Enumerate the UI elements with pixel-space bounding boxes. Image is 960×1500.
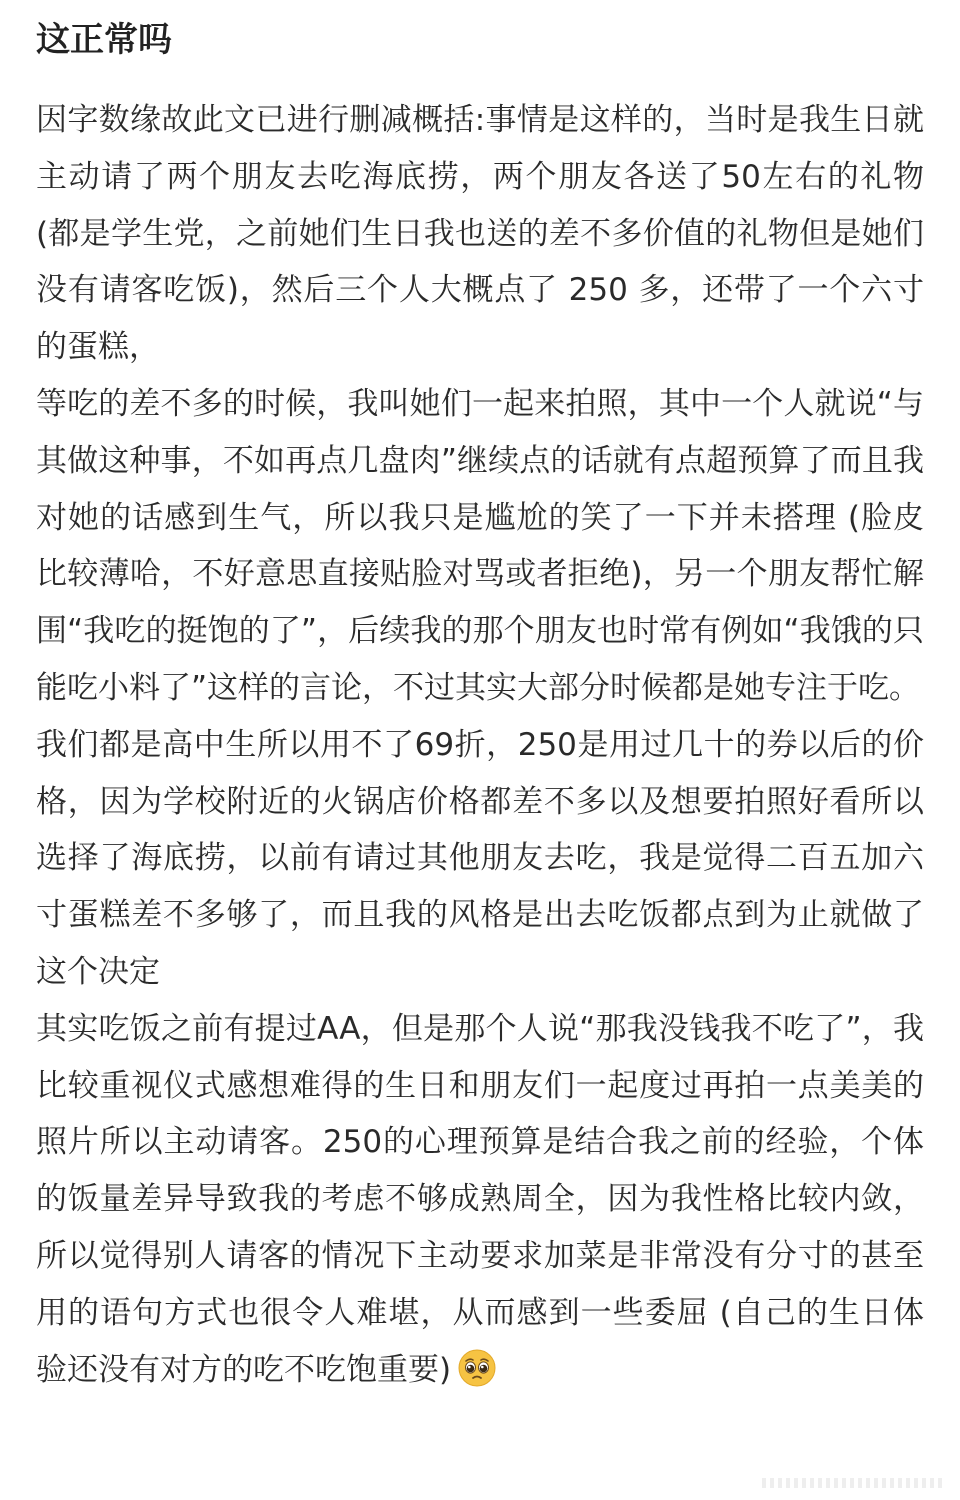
post-paragraph-4-text: 其实吃饭之前有提过AA，但是那个人说“那我没钱我不吃了”，我比较重视仪式感想难得的生日和朋友们一起度过再拍一点美美的照片所以主动请客。250的心理预算是结合我之前的经验，个体的饭量差异导致我的考虑不够成熟周全，因为我性格比较内敛，所以觉得别人请客的情况下主动要求加菜是非常没有分寸的甚至用的语句方式也很令人难堪，从而感到一些委屈 (自己的生日体验还没有对方的吃不吃饱重要) [36, 1010, 924, 1388]
post-paragraph-4 [36, 1001, 924, 1399]
post-title: 这正常吗 [36, 20, 172, 60]
watermark [762, 1478, 942, 1488]
post-body [36, 92, 924, 1398]
post-paragraph-1: 因字数缘故此文已进行删减概括:事情是这样的，当时是我生日就主动请了两个朋友去吃海底捞，两个朋友各送了50左右的礼物 (都是学生党，之前她们生日我也送的差不多价值的礼物但是她们没有请客吃饭)，然后三个人大概点了 250 多，还带了一个六寸的蛋糕， [36, 102, 924, 366]
pleading-face-emoji-icon [457, 1348, 497, 1388]
post-container [36, 14, 924, 1398]
post-paragraph-2: 等吃的差不多的时候，我叫她们一起来拍照，其中一个人就说“与其做这种事，不如再点几盘肉”继续点的话就有点超预算了而且我对她的话感到生气，所以我只是尴尬的笑了一下并未搭理 (脸皮比较薄哈，不好意思直接贴脸对骂或者拒绝)，另一个朋友帮忙解围“我吃的挺饱的了”，后续我的那个朋友也时常有例如“我饿的只能吃小料了”这样的言论，不过其实大部分时候都是她专注于吃。 [36, 385, 924, 706]
post-paragraph-3: 我们都是高中生所以用不了69折，250是用过几十的券以后的价格，因为学校附近的火锅店价格都差不多以及想要拍照好看所以选择了海底捞，以前有请过其他朋友去吃，我是觉得二百五加六寸蛋糕差不多够了，而且我的风格是出去吃饭都点到为止就做了这个决定 [36, 726, 924, 990]
